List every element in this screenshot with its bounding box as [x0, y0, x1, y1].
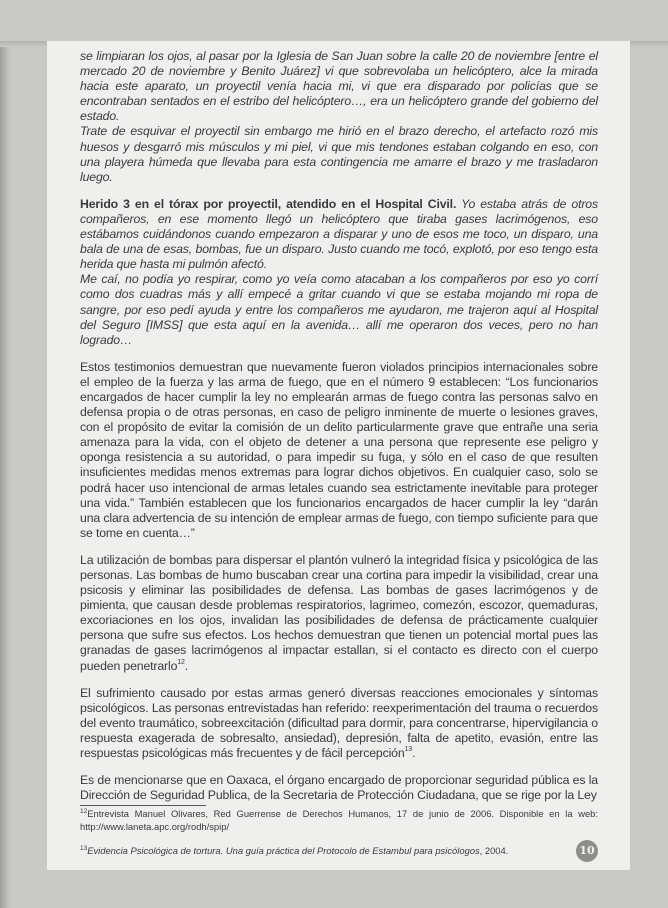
text-panel — [47, 41, 630, 870]
book-spine-shadow — [0, 41, 12, 908]
main-text — [80, 49, 598, 803]
testimony-text: Yo estaba atrás de otros compañeros, en ese momento llegó un helicóptero que tiraba gases lacrimógenos, eso estábamos cuidándonos cuando empezaron a disparar y uno de esos me toco, un disparo, una bala de una de esas, bombas, fue un disparo. Justo cuando me tocó, explotó, por eso tengo esta herida que hasta mi pulmón afectó. — [80, 196, 598, 272]
footnote-separator — [80, 805, 206, 806]
testimony-paragraph — [80, 197, 598, 272]
testimony-paragraph: se limpiaran los ojos, al pasar por la Iglesia de San Juan sobre la calle 20 de noviembre [entre el mercado 20 de noviembre y Benito Juárez] vi que sobrevolaba un helicóptero, alce la mirada hacia este aparato, un proyectil venía hacia mi, vi que era disparado por policías que se encontraban sentados en el estribo del helicóptero…, era un helicóptero grande del gobierno del estado. — [80, 49, 598, 124]
footnote-text: , 2004. — [479, 844, 509, 856]
footnote-number: 12 — [80, 808, 88, 816]
footnote-ref: 12 — [177, 658, 185, 666]
body-paragraph: La utilización de bombas para dispersar el plantón vulneró la integridad física y psicológica de las personas. Las bombas de humo buscaban crear una cortina para impedir la visibilidad, crear una psicosis y eliminar las posibilidades de defensa. Las bombas de gases lacrimógenos y de pimienta, que causan desde problemas respiratorios, lagrimeo, comezón, escozor, quemaduras, excoriaciones en los ojos, invalidan las posibilidades de defensa de prácticamente cualquier persona que sufre sus efectos. Los hechos demuestran que tienen un potencial mortal pues las granadas de gases lacrimógenos al impactar estallan, si el contacto es directo con el cuerpo pueden penetrarlo$^{12}$. — [80, 552, 598, 673]
body-text: La utilización de bombas para dispersar el plantón vulneró la integridad física y psicológica de las personas. Las bombas de humo buscaban crear una cortina para impedir la visibilidad, crear una psicosis y eliminar las posibilidades de defensa. Las bombas de gases lacrimógenos y de pimienta, que causan desde problemas respiratorios, lagrimeo, comezón, escozor, quemaduras, excoriaciones en los ojos, invalidan las posibilidades de defensa de prácticamente cualquier persona que sufre sus efectos. Los hechos demuestran que tienen un potencial mortal pues las granadas de gases lacrimógenos al impactar estallan, si el contacto es directo con el cuerpo pueden penetrarlo — [80, 552, 598, 673]
footnotes — [80, 805, 598, 861]
body-paragraph: El sufrimiento causado por estas armas generó diversas reacciones emocionales y síntomas psicológicos. Las personas entrevistadas han referido: reexperimentación del trauma o recuerdos del evento traumático, sobreexcitación (dificultad para dormir, para concentrarse, hipervigilancia o respuesta exagerada de sobresalto, ansiedad), depresión, falta de apetito, evasión, entre las respuestas psicológicas más frecuentes y de fácil percepción$^{13}$. — [80, 685, 598, 761]
footnote-12 — [80, 808, 598, 832]
footnote-title: Evidencia Psicológica de tortura. Una guía práctica del Protocolo de Estambul para psicólogos — [87, 844, 480, 856]
body-paragraph: Estos testimonios demuestran que nuevamente fueron violados principios internacionales sobre el empleo de la fuerza y las arma de fuego, que en el número 9 establecen: “Los funcionarios encargados de hacer cumplir la ley no emplearán armas de fuego contra las personas salvo en defensa propia o de otras personas, en caso de peligro inminente de muerte o lesiones graves, con el propósito de evitar la comisión de un delito particularmente grave que entrañe una seria amenaza para la vida, con el objeto de detener a una persona que represente ese peligro y oponga resistencia a su autoridad, o para impedir su fuga, y sólo en el caso de que resulten insuficientes medidas menos extremas para lograr dichos objetivos. En cualquier caso, solo se podrá hacer uso intencional de armas letales cuando sea estrictamente inevitable para proteger una vida.” También establecen que los funcionarios encargados de hacer cumplir la ley “darán una clara advertencia de su intención de emplear armas de fuego, con tiempo suficiente para que se tome en cuenta…” — [80, 359, 598, 540]
body-text: El sufrimiento causado por estas armas generó diversas reacciones emocionales y síntomas psicológicos. Las personas entrevistadas han referido: reexperimentación del trauma o recuerdos del evento traumático, sobreexcitación (dificultad para dormir, para concentrarse, hipervigilancia o respuesta exagerada de sobresalto, ansiedad), depresión, falta de apetito, evasión, entre las respuestas psicológicas más frecuentes y de fácil percepción — [80, 685, 598, 761]
body-paragraph: Es de mencionarse que en Oaxaca, el órgano encargado de proporcionar seguridad pública es la Dirección de Seguridad Publica, de la Secretaria de Protección Ciudadana, que se rige por la Ley — [80, 773, 598, 803]
footnote-number: 13 — [80, 844, 88, 852]
testimony-heading: Herido 3 en el tórax por proyectil, atendido en el Hospital Civil. — [80, 196, 457, 211]
footnote-text: Entrevista Manuel Olivares, Red Guerrense de Derechos Humanos, 17 de junio de 2006. Disponible en la web: http://www.laneta.apc.org/rodh/spip/ — [80, 808, 598, 832]
footnote-ref: 13 — [404, 746, 413, 754]
testimony-paragraph: Trate de esquivar el proyectil sin embargo me hirió en el brazo derecho, el artefacto rozó mis huesos y desgarró mis músculos y mi piel, vi que mis tendones estaban colgando en eso, con una playera húmeda que llevaba para esta contingencia me amarre el brazo y me trasladaron luego. — [80, 124, 598, 184]
testimony-paragraph: Me caí, no podía yo respirar, como yo veía como atacaban a los compañeros por eso yo corrí como dos cuadras más y allí empecé a gritar cuando vi que se estaba mojando mi ropa de sangre, por eso pedí ayuda y entre los compañeros me ayudaron, me trajeron aquí al Hospital del Seguro [IMSS] que esta aquí en la avenida… allí me operaron dos veces, pero no han logrado… — [80, 272, 598, 347]
page-number-badge: 10 — [576, 840, 598, 862]
footnote-13 — [80, 845, 568, 857]
